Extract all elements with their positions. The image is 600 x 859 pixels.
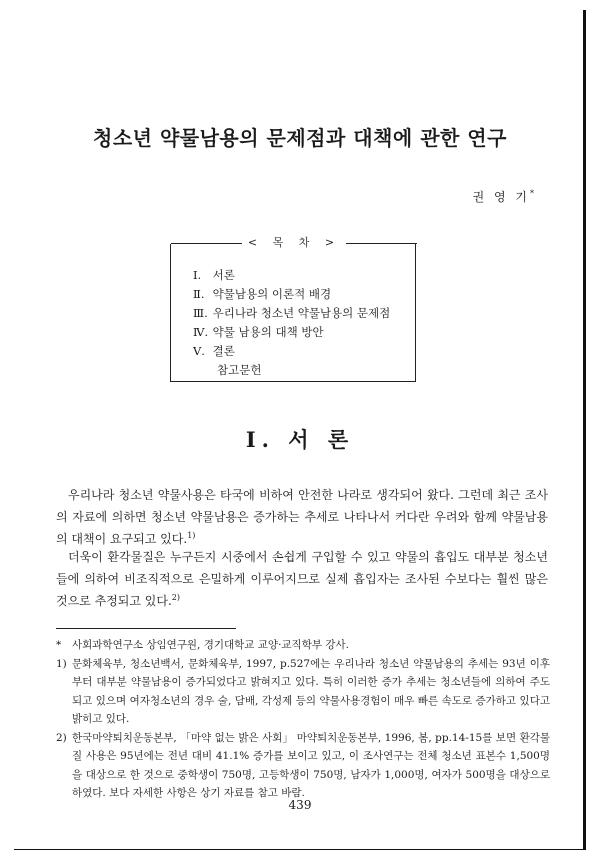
paper-title: 청소년 약물남용의 문제점과 대책에 관한 연구 — [93, 126, 507, 150]
toc-item-label: 서론 — [212, 268, 235, 282]
toc-item-label: 약물 남용의 대책 방안 — [212, 325, 324, 339]
toc-item-number: Ⅲ. — [193, 306, 208, 320]
paragraph-text: 더욱이 환각물질은 누구든지 시중에서 손쉽게 구입할 수 있고 약물의 흡입도 대부분 청소년들에 의하여 비조직적으로 은밀하게 이루어지므로 실제 흡입자는 조사된 수보다는 훨씬 많은 것으로 추정되고 있다. — [56, 550, 548, 608]
toc-rule-left — [171, 243, 242, 244]
footnote — [56, 636, 550, 655]
footnote — [56, 729, 550, 803]
footnote-text: 문화체육부, 청소년백서, 문화체육부, 1997, p.527에는 우리나라 청소년 약물남용의 추세는 93년 이후부터 대부분 약물남용이 증가되었다고 밝혀지고 있다. 특히 이러한 증가 추세는 청소년들에 의하여 주도되고 있으며 여자청소년의 경우 술, 담배, 각성제 등의 약물사용경험이 매우 빠른 속도로 증가하고 있다고 밝히고 있다. — [72, 657, 550, 725]
footnote-text: 한국마약퇴치운동본부, 「마약 없는 밝은 사회」 마약퇴치운동본부, 1996, 봄, pp.14-15를 보면 환각물질 사용은 95년에는 전년 대비 41.1% 증가를 보이고 있고, 이 조사연구는 전체 청소년 표본수 1,500명을 대상으로 한 것으로 중학생이 750명, 고등학생이 750명, 남자가 1,000명, 여자가 500명을 대상으로 하였다. 보다 자세한 사항은 상기 자료를 참고 바람. — [72, 731, 550, 799]
toc-item — [193, 323, 390, 342]
footnote-mark: 2) — [56, 731, 67, 744]
toc-item — [193, 266, 390, 285]
toc-item — [193, 304, 390, 323]
table-of-contents — [170, 236, 416, 382]
body-paragraph — [56, 546, 548, 612]
footnote — [56, 655, 550, 729]
footnote-reference: 1) — [187, 531, 196, 540]
toc-list — [193, 266, 390, 380]
toc-item-label: 결론 — [212, 344, 235, 358]
author-footnote-mark: * — [530, 189, 534, 198]
footnote-mark: 1) — [56, 657, 67, 670]
footnote-divider — [56, 628, 236, 629]
toc-item — [193, 342, 390, 361]
footnote-reference: 2) — [171, 593, 180, 602]
toc-heading: < 목 차 > — [242, 236, 346, 250]
toc-rule-right — [346, 243, 417, 244]
footnote-mark: * — [56, 639, 62, 651]
toc-header — [171, 236, 417, 250]
body-paragraph — [56, 484, 548, 550]
toc-sub-item-references: 참고문헌 — [217, 363, 262, 377]
paragraph-text: 우리나라 청소년 약물사용은 타국에 비하여 안전한 나라로 생각되어 왔다. 그런데 최근 조사의 자료에 의하면 청소년 약물남용은 증가하는 추세로 나타나서 커다란 우려와 함께 약물남용의 대책이 요구되고 있다. — [56, 488, 548, 546]
page-number: 439 — [288, 798, 312, 812]
toc-item-label: 우리나라 청소년 약물남용의 문제점 — [212, 306, 391, 320]
author-line — [473, 188, 534, 205]
toc-item-label: 약물남용의 이론적 배경 — [212, 287, 332, 301]
toc-item-number: Ⅱ. — [193, 287, 205, 301]
section-heading: Ⅰ. 서 론 — [245, 427, 355, 452]
toc-item-number: Ⅳ. — [193, 325, 209, 339]
toc-item — [193, 285, 390, 304]
toc-item-number: Ⅴ. — [193, 344, 205, 358]
footnote-text: 사회과학연구소 상임연구원, 경기대학교 교양·교직학부 강사. — [72, 639, 349, 651]
author-name: 권 영 기 — [472, 190, 530, 204]
toc-item-number: Ⅰ. — [193, 268, 202, 282]
footnotes — [56, 636, 550, 803]
